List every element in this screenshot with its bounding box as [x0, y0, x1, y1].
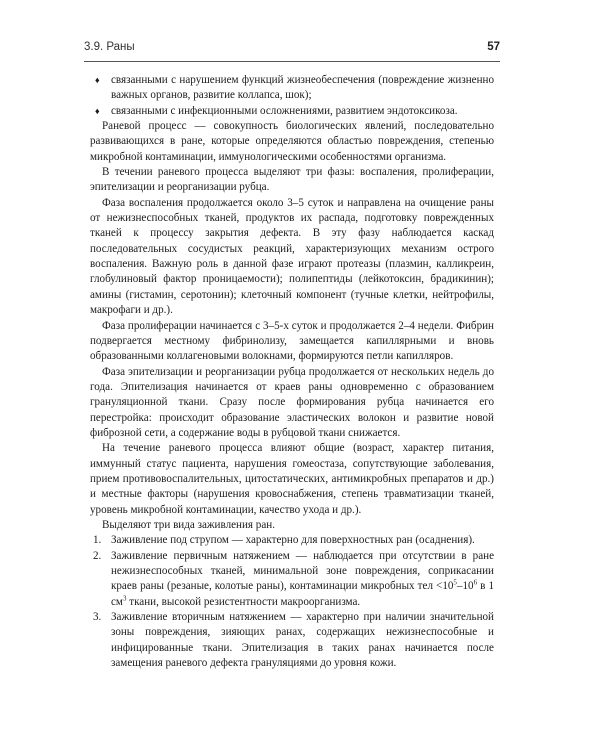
item-number: 2. [93, 549, 102, 562]
bullet-text: связанными с инфекционными осложнениями, развитием эндотоксикоза. [111, 104, 458, 117]
paragraph-inflammation: Фаза воспаления продолжается около 3–5 суток и направлена на очищение раны от нежизнеспособных тканей, продуктов их распада, подготовку поврежденных тканей к процессу закрытия дефекта. В эту фазу наблюдается каскад последовательных сосудистых реакций, характеризующих механизм острого воспаления. Важную роль в данной фазе играют протеазы (плазмин, калликреин, глобулиновый фактор проницаемости); полипептиды (лейкотоксин, брадикинин); амины (гистамин, серотонин); клеточный компонент (тучные клетки, нейтрофилы, макрофаги и др.). [90, 196, 494, 317]
superscript: 5 [453, 578, 457, 587]
header-rule [84, 61, 500, 62]
numbered-item [90, 549, 494, 610]
list-item [90, 104, 494, 119]
superscript: 6 [473, 578, 478, 587]
item-number: 1. [93, 534, 102, 547]
paragraph-phases: В течении раневого процесса выделяют три фазы: воспаления, пролиферации, эпителизации и реорганизации рубца. [90, 166, 494, 194]
section-title: 3.9. Раны [84, 41, 135, 53]
numbered-item [90, 533, 494, 548]
running-header [84, 41, 500, 59]
paragraph-definition: Раневой процесс — совокупность биологических явлений, последовательно развивающихся в ране, которые определяются областью повреждения, степенью микробной контаминации, иммунологическими особенностями организма. [90, 120, 494, 163]
page-body [90, 73, 494, 671]
page-number: 57 [487, 41, 500, 53]
diamond-bullet-icon: ♦ [95, 75, 100, 85]
item-number: 3. [93, 611, 102, 624]
paragraph-healing-types: Выделяют три вида заживления ран. [102, 518, 275, 531]
paragraph-factors: На течение раневого процесса влияют общие (возраст, характер питания, иммунный статус пациента, нарушения гомеостаза, сопутствующие заболевания, прием противовоспалительных, цитостатических, антимикробных препаратов и др.) и местные факторы (нарушения кровоснабжения, степень травматизации тканей, уровень микробной контаминации, качество ухода и др.). [90, 442, 494, 516]
item-text-part: ткани, высокой резистентности макроорганизма. [126, 595, 361, 608]
bullet-text: связанными с нарушением функций жизнеобеспечения (повреждение жизненно важных органов, развитие коллапса, шок); [111, 74, 494, 102]
item-text: Заживление под струпом — характерно для поверхностных ран (осаднения). [111, 534, 475, 547]
numbered-item [90, 610, 494, 671]
item-text-part: –10 [456, 580, 474, 593]
list-item [90, 73, 494, 104]
diamond-bullet-icon: ♦ [95, 105, 100, 116]
item-text-part: в 1 см [111, 580, 494, 608]
paragraph-epithelization: Фаза эпителизации и реорганизации рубца продолжается от нескольких недель до года. Эпителизация начинается от краев раны одновременно с образованием грануляционной ткани. Сразу после формирования рубца начинается его перестройка: происходит образование эластических волокон и развитие новой фиброзной сети, а содержание воды в рубцовой ткани снижается. [90, 365, 494, 439]
superscript: 3 [122, 594, 127, 602]
item-text-part: Заживление первичным натяжением — наблюдается при отсутствии в ране нежизнеспособных тканей, минимальной зоне повреждения, соприкасании краев раны (резаные, колотые раны), контаминации микробных тел <10 [111, 549, 494, 593]
item-text: Заживление вторичным натяжением — характерно при наличии значительной зоны повреждения, зияющих ранах, содержащих нежизнеспособные и инфицированные ткани. Эпителизация в таких ранах начинается после замещения раневого дефекта грануляциями до уровня кожи. [111, 611, 494, 670]
paragraph-proliferation: Фаза пролиферации начинается с 3–5-х суток и продолжается 2–4 недели. Фибрин подвергается местному фибринолизу, замещается капиллярными и вновь образованными коллагеновыми волокнами, формируются петли капилляров. [90, 319, 494, 363]
